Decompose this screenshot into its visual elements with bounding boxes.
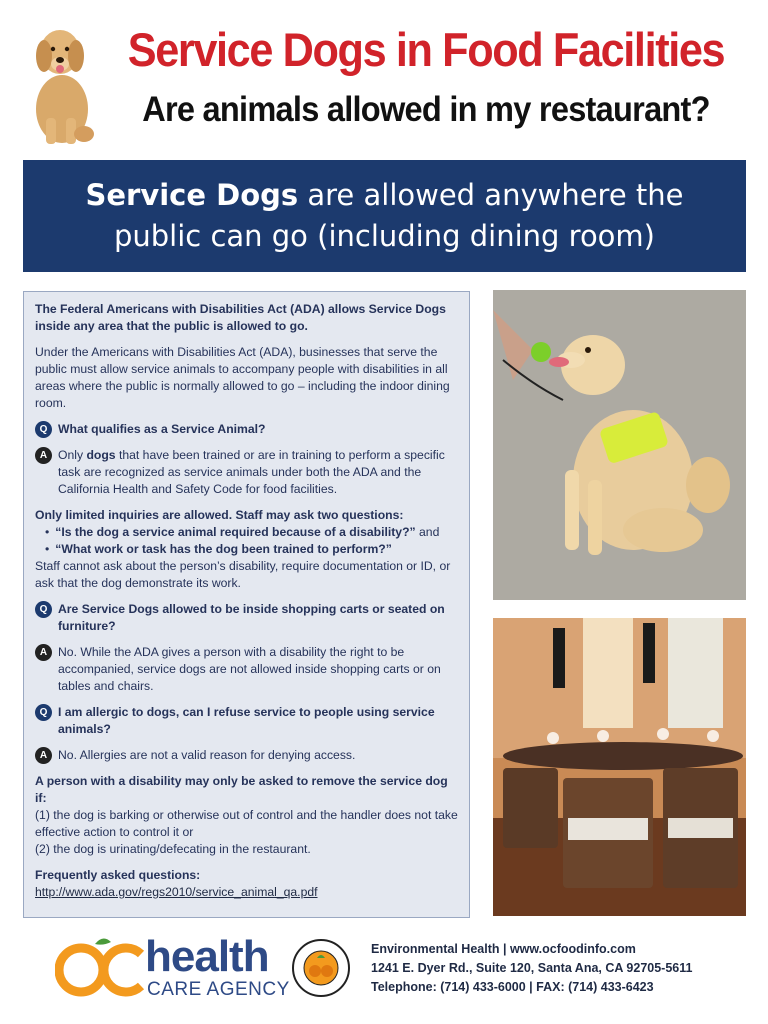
inquiry-2-text: “What work or task has the dog been trained to perform?” [55,542,392,556]
removal-condition-1: (1) the dog is barking or otherwise out of control and the handler does not take effective action to control it or [35,808,458,839]
contact-line-3: Telephone: (714) 433-6000 | FAX: (714) 433-6423 [371,980,654,994]
removal-condition-2: (2) the dog is urinating/defecating in the restaurant. [35,842,311,856]
inquiries-heading: Only limited inquiries are allowed. Staff may ask two questions: [35,508,404,522]
intro-heading: The Federal Americans with Disabilities Act (ADA) allows Service Dogs inside any area that the public is allowed to go. [35,302,446,333]
answer-1 [35,447,459,498]
banner-bold: Service Dogs [85,178,299,212]
question-2-text: Are Service Dogs allowed to be inside shopping carts or seated on furniture? [58,602,445,633]
inquiry-1-tail: and [415,525,440,539]
question-3-text: I am allergic to dogs, can I refuse service to people using service animals? [58,705,435,736]
logo-agency-text: CARE AGENCY [147,979,290,1000]
answer-3-text: No. Allergies are not a valid reason for denying access. [58,748,356,762]
service-dog-photo [493,290,746,600]
answer-1-pre: Only [58,448,87,462]
banner-rest: are allowed anywhere the [298,178,684,212]
banner-line-1 [23,175,746,216]
inquiry-bullet-1 [45,524,459,541]
page-subtitle: Are animals allowed in my restaurant? [142,90,710,129]
inquiries-list [45,524,459,558]
inquiry-bullet-2 [45,541,459,558]
headline-banner [23,160,746,272]
answer-badge-icon: A [35,747,52,764]
answer-badge-icon: A [35,447,52,464]
oc-logo-icon [55,936,147,998]
golden-retriever-photo [22,14,100,148]
answer-1-post: that have been trained or are in training to perform a specific task are recognized as service animals under both the ADA and the California Health and Safety Code for food facilities. [58,448,445,496]
answer-2 [35,644,459,695]
banner-line-2: public can go (including dining room) [113,219,655,253]
logo-health-text: health [145,932,269,981]
restaurant-dining-room-photo [493,618,746,916]
question-1-text: What qualifies as a Service Animal? [58,422,266,436]
oc-health-care-agency-logo [55,932,355,1006]
county-seal-icon [291,938,351,998]
question-2 [35,601,459,635]
faq-heading: Frequently asked questions: [35,868,201,882]
answer-badge-icon: A [35,644,52,661]
inquiry-1-text: “Is the dog a service animal required because of a disability?” [55,525,416,539]
info-panel [23,291,470,918]
contact-line-1: Environmental Health | www.ocfoodinfo.com [371,942,636,956]
answer-1-bold: dogs [86,448,116,462]
contact-line-2: 1241 E. Dyer Rd., Suite 120, Santa Ana, CA 92705-5611 [371,961,693,975]
answer-3 [35,747,459,764]
removal-heading: A person with a disability may only be asked to remove the service dog if: [35,774,448,805]
question-badge-icon: Q [35,704,52,721]
answer-1-text [58,447,459,498]
faq-link[interactable]: http://www.ada.gov/regs2010/service_animal_qa.pdf [35,885,318,899]
contact-info [371,940,751,997]
inquiries-note: Staff cannot ask about the person’s disability, require documentation or ID, or ask that the dog demonstrate its work. [35,559,451,590]
question-1 [35,421,459,438]
question-badge-icon: Q [35,601,52,618]
question-3 [35,704,459,738]
page-title: Service Dogs in Food Facilities [127,23,725,76]
intro-text: Under the Americans with Disabilities Act (ADA), businesses that serve the public must allow service animals to accompany people with disabilities in all areas where the public is normally allowed to go – including the indoor dining room. [35,345,450,410]
question-badge-icon: Q [35,421,52,438]
answer-2-text: No. While the ADA gives a person with a disability the right to be accompanied, service dogs are not allowed inside shopping carts or on tables and chairs. [58,645,441,693]
